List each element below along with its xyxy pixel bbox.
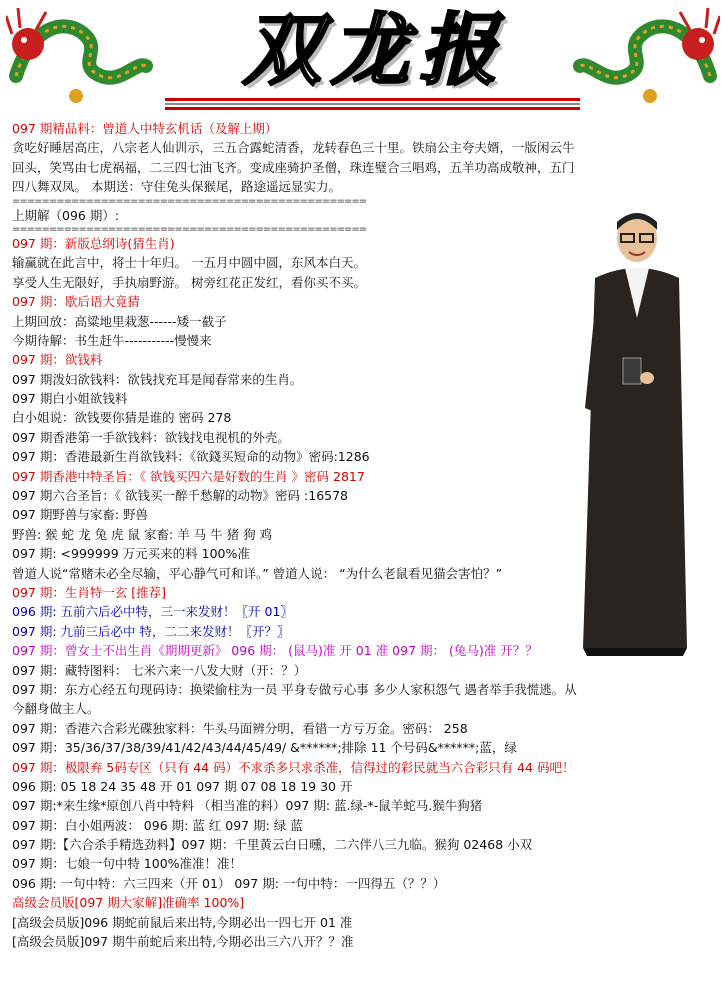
masthead-title: 双龙报: [242, 5, 507, 96]
separator: ================================================: [12, 196, 367, 206]
text-line: 097 期香港第一手欲钱料：欲钱找电视机的外壳。: [12, 429, 290, 445]
section-title: 097 期：生肖特一玄 [推荐]: [12, 584, 167, 600]
text-line: 097 期：35/36/37/38/39/41/42/43/44/45/49/ &******;排除 11 个号码&******;蓝，绿: [12, 740, 517, 756]
text-line: 097 期六合圣旨：《 欲钱买一醉千愁解的动物》密码 :16578: [12, 488, 349, 504]
text-line: 今翻身做主人。: [12, 701, 100, 717]
text-line: 097 期：香港最新生肖欲钱料：《欲錢买短命的动物》密码:1286: [12, 449, 370, 465]
text-line: 输赢就在此言中，将士十年归。 一五月中圆中圆，东风本白天。: [12, 255, 366, 271]
text-line: 贪吃好睡居高庄，八宗老人仙训示，三五合露蛇清香，龙转春色三十里。铁扇公主夸夫婿，一版闲云牛: [12, 140, 575, 156]
text-line: 野兽: 猴 蛇 龙 兔 虎 鼠 家畜: 羊 马 牛 猪 狗 鸡: [12, 526, 273, 542]
text-line: [高级会员版]096 期蛇前鼠后来出特,今期必出一四七开 01 准: [12, 914, 353, 930]
text-line: 096 期: 五前六后必中特，三一来发财！〖开 01〗: [12, 604, 293, 620]
text-line: 097 期:【六合杀手精选劲料】097 期：千里黄云白日曛，二六伴八三九临。猴狗 02468 小双: [12, 837, 533, 853]
text-line: 上期解（096 期）:: [12, 207, 120, 223]
text-line: 097 期：曾女士不出生肖《期期更新》 096 期： (鼠马)准 开 01 准 097 期： (兔马)准 开？？: [12, 643, 538, 659]
text-line: [高级会员版]097 期牛前蛇后来出特,今期必出三六八开？？准: [12, 934, 354, 950]
text-line: 097 期：藏特图料： 七米六来一八发大财（开：？）: [12, 662, 307, 678]
text-line: 097 期香港中特圣旨：《 欲钱买四六是好数的生肖 》密码 2817: [12, 468, 365, 484]
text-line: 097 期白小姐欲钱料: [12, 391, 128, 407]
text-line: 白小姐说：欲钱要你猜是谁的 密码 278: [12, 410, 232, 426]
text-line: 回头，笑骂由七虎祸福，二三四七油飞齐。变成座骑护圣僧，珠连璧合三唱鸡，五羊功高成敬神，五门: [12, 159, 575, 175]
text-line: 曾道人说“常赌未必全尽输，平心静气可和详。” 曾道人说： “为什么老鼠看见猫会害怕？”: [12, 565, 503, 581]
separator: ================================================: [12, 224, 367, 234]
text-line: 096 期: 一句中特：六三四来（开 01） 097 期: 一句中特：一四得五（？？）: [12, 875, 446, 891]
dragon-icon: [570, 6, 720, 106]
text-line: 097 期：香港六合彩光碟独家料：牛头马面辨分明，看错一方亏万金。密码： 258: [12, 720, 468, 736]
section-title: 高级会员版[097 期大家解]准确率 100%]: [12, 895, 245, 911]
text-line: 097 期野兽与家畜: 野兽: [12, 507, 149, 523]
text-line: 097 期: <999999 万元买来的料 100%准: [12, 546, 250, 562]
divider: [165, 103, 580, 105]
article-body: [12, 119, 717, 951]
section-title: 097 期：欲钱料: [12, 352, 103, 368]
text-line: 上期回放：高粱地里栽葱------矮一截子: [12, 313, 227, 329]
text-line: 097 期:*来生缘*原创八肖中特料 （相当准的料）097 期: 蓝.绿-*-鼠羊蛇马.猴牛狗猪: [12, 798, 483, 814]
text-line: 四八舞双凤。 本期送：守住兔头保猴尾，路途遥远显实力。: [12, 179, 341, 195]
masthead: [0, 0, 725, 118]
section-title: 097 期：歇后语大竟猜: [12, 294, 140, 310]
text-line: 097 期: 九前三后必中 特，二二来发财！〖开？〗: [12, 623, 290, 639]
text-line: 097 期泼妇欲钱料：欲钱找充耳是闻春常来的生肖。: [12, 371, 303, 387]
divider: [165, 98, 580, 101]
section-title: 097 期：新版总纲诗(猜生肖): [12, 235, 175, 251]
dragon-icon: [6, 6, 156, 106]
text-line: 今期待解：书生赶牛-----------慢慢来: [12, 332, 212, 348]
text-line: 097 期：极限弃 5码专区（只有 44 码）不求杀多只求杀准，信得过的彩民就当六合彩只有 44 码吧！: [12, 759, 575, 775]
text-line: 097 期：东方心经五句现码诗：换梁偷柱为一员 平身专做亏心事 多少人家积怨气 遇者举手我慌逃。从: [12, 681, 577, 697]
text-line: 097 期：七娘一句中特 100%准准！准！: [12, 856, 243, 872]
section-title: 097 期精品料：曾道人中特玄机话（及解上期）: [12, 121, 278, 136]
text-line: 097 期：白小姐两波： 096 期: 蓝 红 097 期: 绿 蓝: [12, 817, 303, 833]
divider: [165, 107, 580, 110]
text-line: 享受人生无限好，手执扇野游。 树旁红花正发红，看你买不买。: [12, 274, 366, 290]
text-line: 096 期: 05 18 24 35 48 开 01 097 期 07 08 18 19 30 开: [12, 778, 353, 794]
